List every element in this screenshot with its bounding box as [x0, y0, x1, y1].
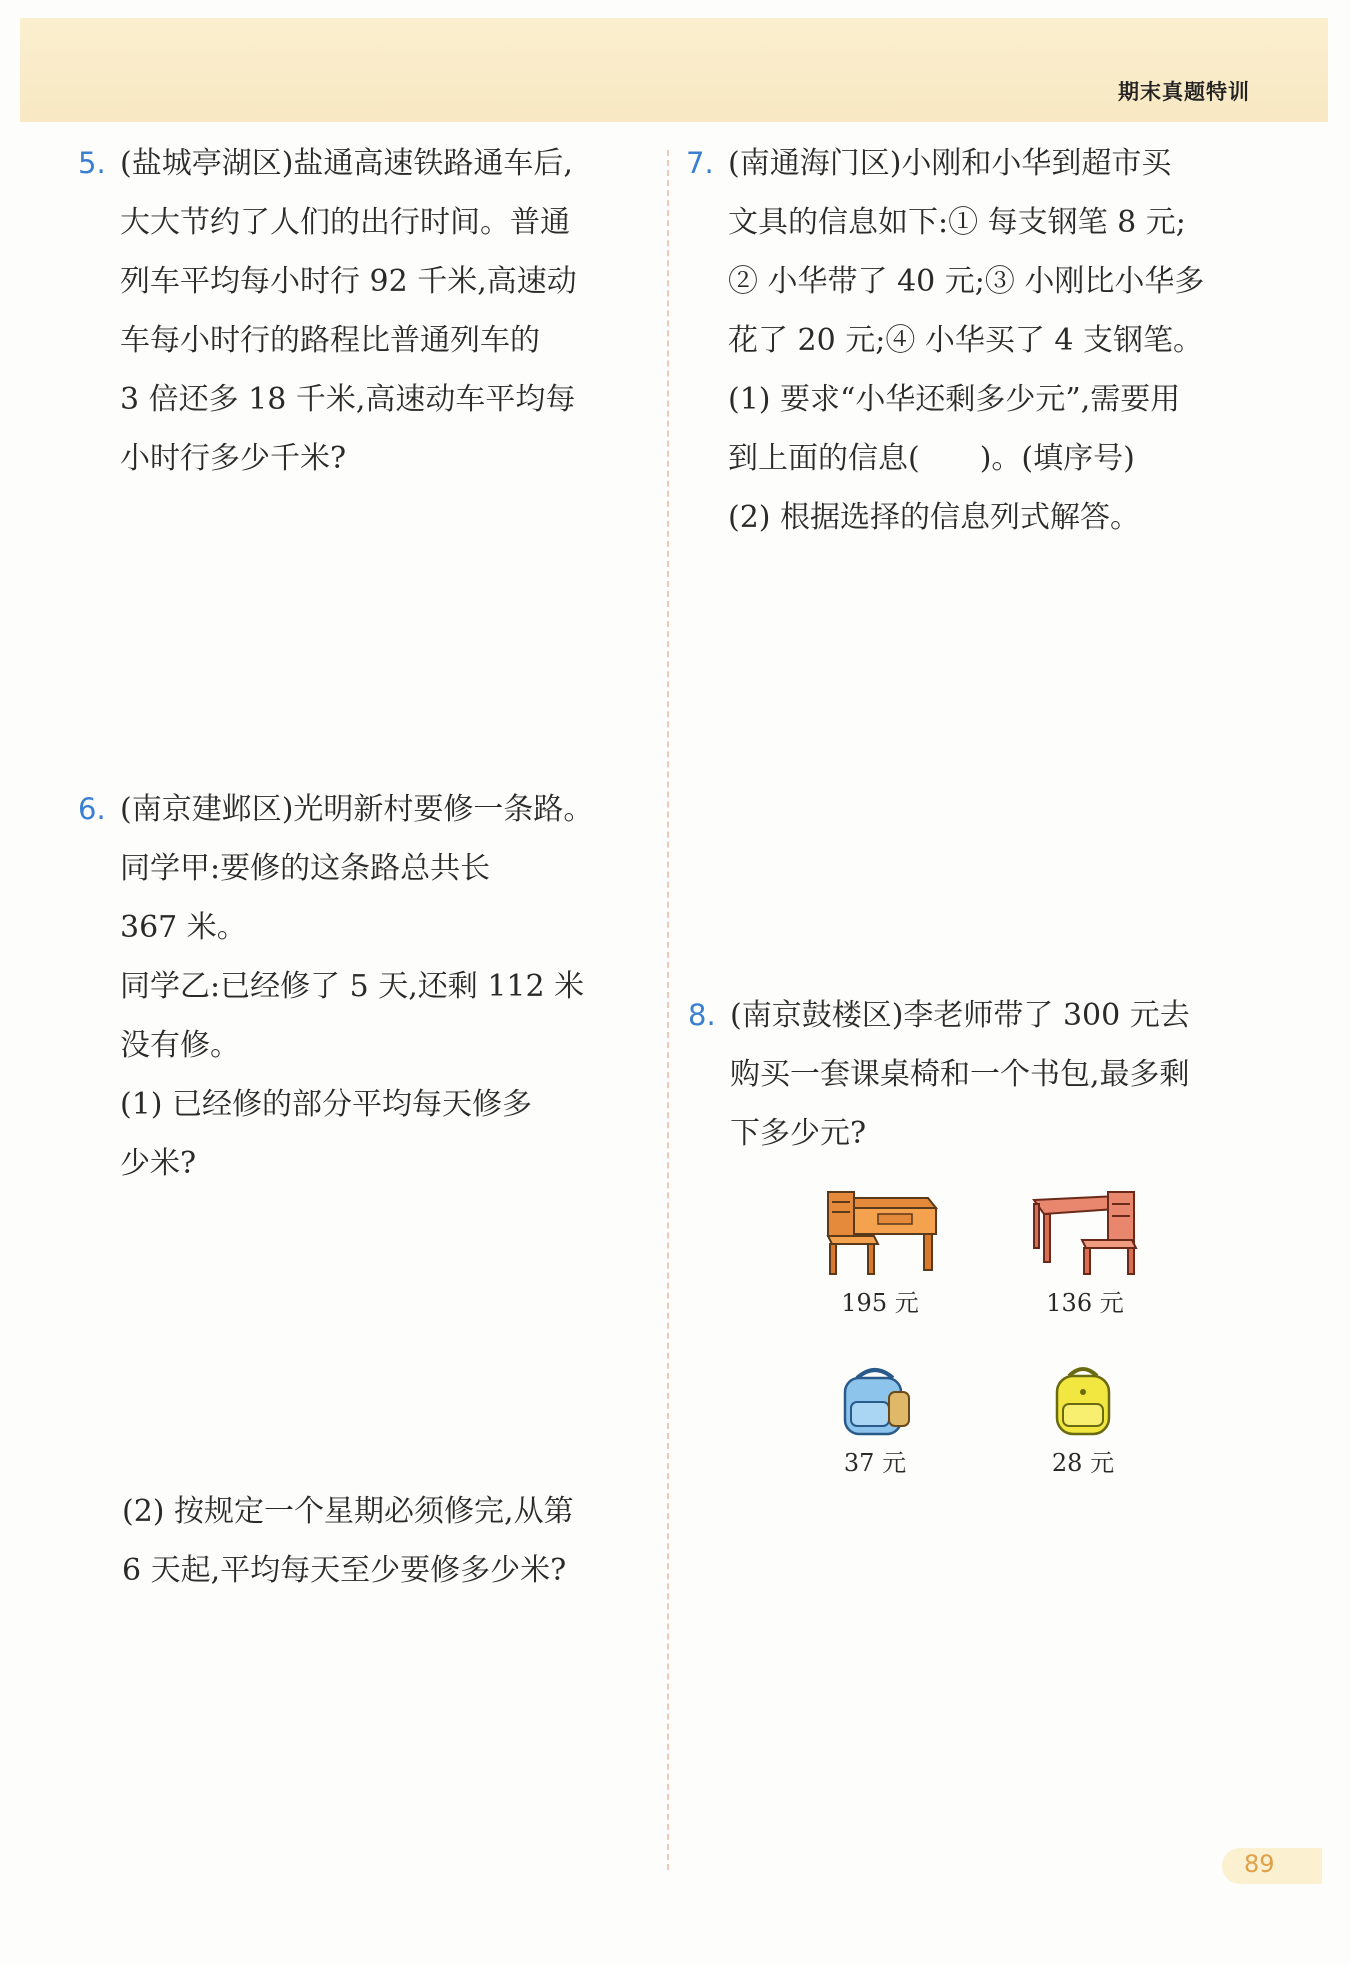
- question-text-line: 花了 20 元;④ 小华买了 4 支钢笔。: [728, 323, 1204, 358]
- question-number: 5.: [78, 146, 106, 180]
- question-text-line: (2) 根据选择的信息列式解答。: [728, 500, 1141, 535]
- header-band: [20, 18, 1328, 122]
- question-7: [686, 134, 1205, 547]
- question-text-line: 6 天起,平均每天至少要修多少米?: [122, 1553, 567, 1588]
- question-text-line: (南京鼓楼区)李老师带了 300 元去: [730, 998, 1190, 1033]
- question-text-line: 同学甲:要修的这条路总共长: [120, 851, 491, 886]
- question-text-line: (南通海门区)小刚和小华到超市买: [728, 146, 1172, 181]
- shop-item-desk-set: [810, 1178, 950, 1318]
- question-text-line: 少米?: [120, 1146, 197, 1181]
- question-text-line: 3 倍还多 18 千米,高速动车平均每: [120, 382, 576, 417]
- question-8: [688, 986, 1190, 1163]
- item-price: 195 元: [841, 1289, 919, 1317]
- page-number: 89: [1244, 1850, 1275, 1878]
- question-text-line: 车每小时行的路程比普通列车的: [120, 323, 540, 358]
- question-text-line: (2) 按规定一个星期必须修完,从第: [122, 1494, 574, 1529]
- shop-item-yellow-backpack: [1028, 1362, 1138, 1478]
- question-text-line: 购买一套课桌椅和一个书包,最多剩: [730, 1057, 1190, 1092]
- question-text-line: (1) 已经修的部分平均每天修多: [120, 1087, 533, 1122]
- section-title: 期末真题特训: [1118, 80, 1250, 104]
- question-text-line: 下多少元?: [730, 1116, 867, 1151]
- desk-chair-set-icon: [820, 1178, 940, 1278]
- question-number: 7.: [686, 146, 714, 180]
- shop-item-table-set: [1010, 1178, 1160, 1318]
- item-price: 28 元: [1051, 1449, 1115, 1477]
- question-text-line: ② 小华带了 40 元;③ 小刚比小华多: [728, 264, 1205, 299]
- question-text-line: 同学乙:已经修了 5 天,还剩 112 米: [120, 969, 585, 1004]
- column-divider: [667, 150, 669, 1870]
- shop-item-blue-backpack: [820, 1362, 930, 1478]
- question-text-line: 367 米。: [120, 910, 247, 945]
- question-text-line: 文具的信息如下:① 每支钢笔 8 元;: [728, 205, 1186, 240]
- yellow-backpack-icon: [1045, 1362, 1121, 1438]
- blue-backpack-icon: [835, 1362, 915, 1438]
- question-text-line: 没有修。: [120, 1028, 240, 1063]
- table-chair-set-icon: [1020, 1178, 1150, 1278]
- question-text-line: (1) 要求“小华还剩多少元”,需要用: [728, 382, 1181, 417]
- question-text-line: 小时行多少千米?: [120, 441, 347, 476]
- question-number: 8.: [688, 998, 716, 1032]
- question-5: [78, 134, 577, 488]
- question-text-line: 大大节约了人们的出行时间。普通: [120, 205, 570, 240]
- question-6: [78, 780, 594, 1193]
- question-number: 6.: [78, 792, 106, 826]
- item-price: 136 元: [1046, 1289, 1124, 1317]
- item-price: 37 元: [843, 1449, 907, 1477]
- question-text-line: (盐城亭湖区)盐通高速铁路通车后,: [120, 146, 573, 181]
- page-number-tab: [1222, 1848, 1322, 1884]
- question-text-line: 列车平均每小时行 92 千米,高速动: [120, 264, 577, 299]
- question-6-part-2: [122, 1482, 574, 1600]
- question-text-line: (南京建邺区)光明新村要修一条路。: [120, 792, 594, 827]
- question-text-line: 到上面的信息( )。(填序号): [728, 441, 1135, 476]
